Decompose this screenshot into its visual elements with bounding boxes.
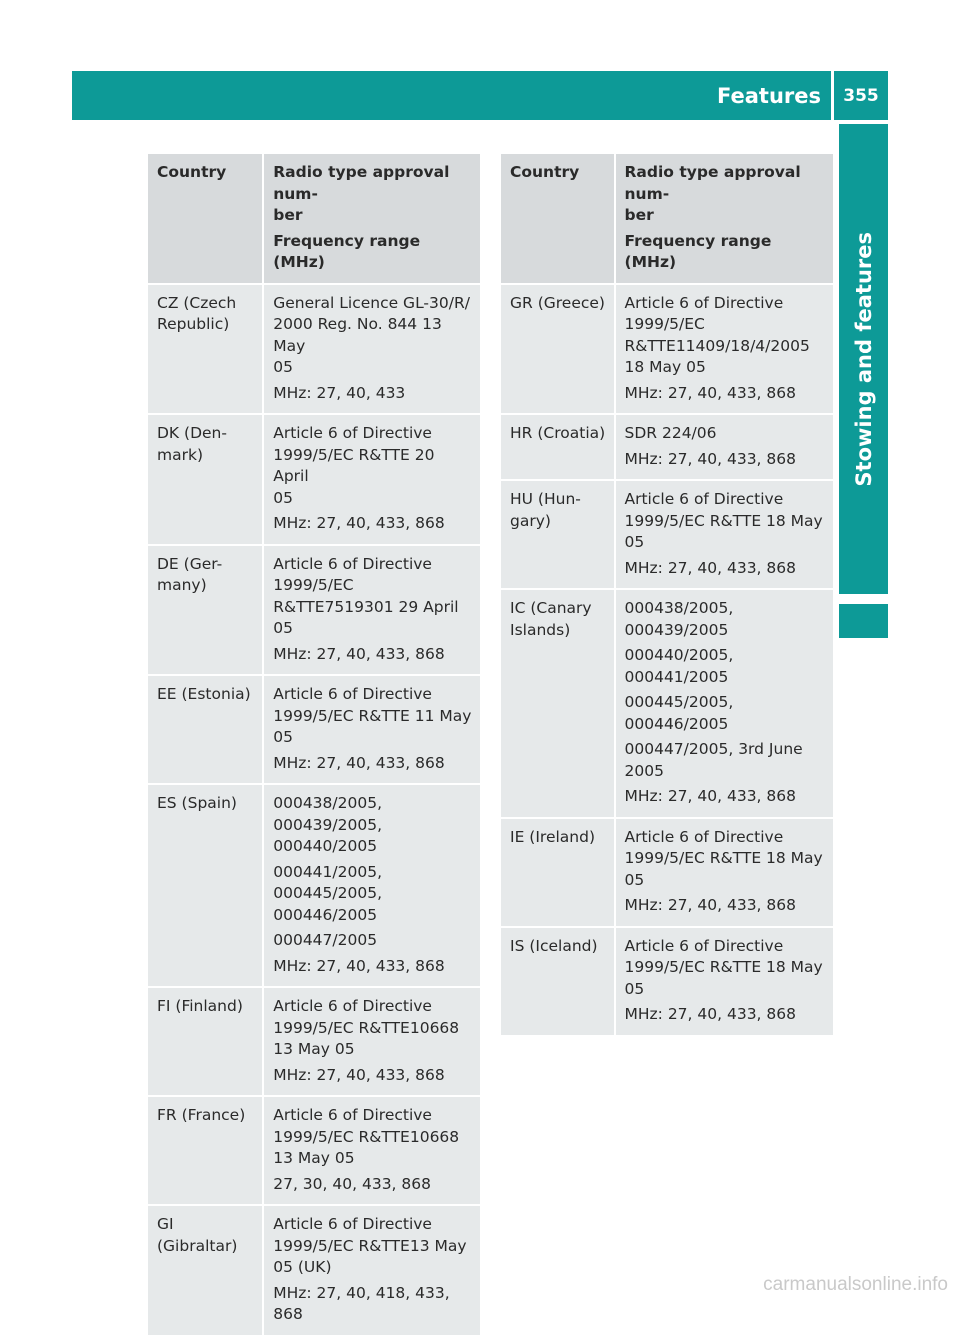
country-header-label: Country <box>157 163 227 181</box>
country-cell <box>501 819 616 928</box>
approval-number-line: 000446/2005 <box>624 714 729 733</box>
approval-number-line: 000445/2005, <box>273 884 382 902</box>
table-row <box>148 676 480 785</box>
section-title: Features <box>717 83 821 108</box>
table-row <box>501 415 833 481</box>
table-row <box>148 1097 480 1206</box>
frequency-value: MHz: 27, 40, 433 <box>273 383 406 402</box>
frequency-value: MHz: 27, 40, 433, 868 <box>273 753 445 772</box>
approval-table-right <box>501 154 833 1037</box>
approval-cell <box>264 415 480 546</box>
approval-number-line: 1999/5/EC R&TTE 18 May <box>624 958 823 976</box>
approval-cell <box>616 819 834 928</box>
table-row <box>501 819 833 928</box>
country-name-line: GR (Greece) <box>510 293 605 312</box>
country-cell <box>148 1206 264 1337</box>
approval-number-line: SDR 224/06 <box>624 424 717 442</box>
approval-number-line: 1999/5/EC R&TTE 11 May <box>273 706 472 725</box>
chapter-marker <box>839 604 888 638</box>
approval-header <box>264 154 480 285</box>
country-cell <box>501 481 616 590</box>
frequency-value: MHz: 27, 40, 433, 868 <box>273 514 445 532</box>
approval-cell <box>264 546 480 677</box>
table-row <box>501 481 833 590</box>
frequency-value: MHz: 27, 40, 433, 868 <box>273 1065 445 1084</box>
approval-table-left <box>148 154 480 1337</box>
table-header-row <box>148 154 480 285</box>
table-row <box>148 546 480 677</box>
approval-number-line: 000447/2005, 3rd June <box>624 740 803 758</box>
approval-number-line: 000439/2005, <box>273 815 382 834</box>
approval-number-line: 05 <box>624 870 645 889</box>
approval-number-line: 05 (UK) <box>273 1258 332 1276</box>
approval-header-line: ber <box>273 206 303 224</box>
approval-number-line: 1999/5/EC R&TTE10668 <box>273 1018 460 1037</box>
frequency-value: MHz: 27, 40, 433, 868 <box>624 1005 796 1023</box>
country-name-line: IS (Iceland) <box>510 936 598 955</box>
country-name-line: Islands) <box>510 620 571 639</box>
country-header <box>501 154 616 285</box>
country-cell <box>148 988 264 1097</box>
approval-number-line: 000439/2005 <box>624 620 729 639</box>
approval-number-line: 1999/5/EC <box>624 315 705 333</box>
table-row <box>501 590 833 819</box>
approval-number-line: Article 6 of Directive <box>273 685 432 703</box>
table-body-left <box>148 285 480 1337</box>
approval-number-line: 1999/5/EC R&TTE10668 <box>273 1127 460 1146</box>
approval-cell <box>616 415 834 481</box>
country-name-line: gary) <box>510 511 551 530</box>
country-cell <box>501 415 616 481</box>
country-cell <box>501 285 616 416</box>
country-name-line: Republic) <box>157 315 230 333</box>
approval-number-line: 05 <box>273 488 293 507</box>
approval-number-line: 000441/2005, <box>273 862 382 881</box>
country-name-line: IE (Ireland) <box>510 827 595 846</box>
frequency-value: MHz: 27, 40, 433, 868 <box>624 896 796 914</box>
approval-number-line: 000446/2005 <box>273 905 378 924</box>
approval-number-line: Article 6 of Directive <box>273 997 432 1015</box>
country-header <box>148 154 264 285</box>
frequency-header: Frequency range (MHz) <box>273 231 421 271</box>
country-name-line: ES (Spain) <box>157 794 237 812</box>
country-cell <box>148 285 264 416</box>
country-cell <box>148 1097 264 1206</box>
frequency-value: 27, 30, 40, 433, 868 <box>273 1174 431 1193</box>
frequency-value: MHz: 27, 40, 433, 868 <box>624 558 796 577</box>
frequency-value: MHz: 27, 40, 418, 433, 868 <box>273 1283 450 1323</box>
page-number: 355 <box>843 85 879 106</box>
approval-cell <box>616 590 834 819</box>
approval-number-line: R&TTE7519301 29 April 05 <box>273 597 459 637</box>
table-row <box>148 988 480 1097</box>
country-cell <box>148 415 264 546</box>
country-name-line: DK (Den- <box>157 424 227 442</box>
table-row <box>148 285 480 416</box>
approval-number-line: Article 6 of Directive <box>624 490 784 508</box>
approval-cell <box>264 285 480 416</box>
approval-number-line: 000438/2005, <box>624 599 734 617</box>
country-name-line: CZ (Czech <box>157 293 237 312</box>
watermark: carmanualsonline.info <box>763 1274 948 1295</box>
approval-number-line: 05 <box>624 533 645 551</box>
page-header <box>72 71 888 120</box>
approval-number-line: 000447/2005 <box>273 931 378 949</box>
frequency-header: Frequency range (MHz) <box>624 231 772 271</box>
chapter-tab-label-wrap <box>839 124 888 594</box>
frequency-value: MHz: 27, 40, 433, 868 <box>273 644 445 663</box>
approval-cell <box>264 988 480 1097</box>
approval-number-line: Article 6 of Directive <box>273 1106 432 1124</box>
country-cell <box>148 546 264 677</box>
approval-cell <box>264 1097 480 1206</box>
approval-number-line: 18 May 05 <box>624 358 706 376</box>
country-cell <box>148 785 264 988</box>
country-name-line: HR (Croatia) <box>510 424 606 442</box>
table-row <box>501 285 833 416</box>
approval-number-line: 1999/5/EC R&TTE 18 May <box>624 511 823 530</box>
table-header-row <box>501 154 833 285</box>
country-name-line: FR (France) <box>157 1106 246 1124</box>
country-cell <box>148 676 264 785</box>
approval-number-line: Article 6 of Directive <box>273 424 432 442</box>
approval-number-line: 2005 <box>624 761 664 780</box>
country-name-line: DE (Ger- <box>157 554 223 573</box>
country-name-line: FI (Finland) <box>157 997 243 1015</box>
approval-cell <box>616 928 834 1037</box>
country-name-line: GI (Gibraltar) <box>157 1215 238 1255</box>
approval-cell <box>616 481 834 590</box>
approval-header-line: Radio type approval num- <box>624 163 801 203</box>
country-header-label: Country <box>510 163 580 181</box>
approval-cell <box>264 676 480 785</box>
approval-number-line: 000445/2005, <box>624 693 734 711</box>
country-name-line: mark) <box>157 445 203 464</box>
approval-number-line: Article 6 of Directive <box>624 293 784 312</box>
chapter-tab-label: Stowing and features <box>851 231 876 487</box>
table-row <box>148 415 480 546</box>
frequency-value: MHz: 27, 40, 433, 868 <box>624 383 796 402</box>
country-name-line: IC (Canary <box>510 599 592 617</box>
approval-number-line: 000440/2005 <box>273 837 378 855</box>
frequency-value: MHz: 27, 40, 433, 868 <box>624 449 796 468</box>
country-cell <box>501 928 616 1037</box>
table-row <box>148 1206 480 1337</box>
table-row <box>148 785 480 988</box>
approval-number-line: 000440/2005, <box>624 646 734 664</box>
approval-number-line: 13 May 05 <box>273 1040 355 1058</box>
table-row <box>501 928 833 1037</box>
frequency-value: MHz: 27, 40, 433, 868 <box>273 956 445 975</box>
approval-number-line: R&TTE11409/18/4/2005 <box>624 336 810 355</box>
country-name-line: HU (Hun- <box>510 490 581 508</box>
approval-number-line: 1999/5/EC R&TTE 18 May <box>624 849 823 867</box>
approval-number-line: 05 <box>273 728 293 746</box>
approval-header <box>616 154 834 285</box>
approval-number-line: General Licence GL-30/R/ <box>273 293 470 312</box>
approval-number-line: Article 6 of Directive <box>273 554 432 573</box>
approval-number-line: Article 6 of Directive <box>273 1215 432 1233</box>
approval-number-line: 000438/2005, <box>273 794 382 812</box>
approval-number-line: 1999/5/EC R&TTE13 May <box>273 1236 467 1255</box>
frequency-value: MHz: 27, 40, 433, 868 <box>624 787 796 805</box>
approval-header-line: Radio type approval num- <box>273 163 450 203</box>
country-name-line: EE (Estonia) <box>157 685 251 703</box>
approval-number-line: 05 <box>273 358 293 376</box>
approval-number-line: Article 6 of Directive <box>624 827 784 846</box>
approval-number-line: 05 <box>624 979 645 998</box>
approval-number-line: 000441/2005 <box>624 667 729 686</box>
approval-header-line: ber <box>624 206 654 224</box>
approval-number-line: 2000 Reg. No. 844 13 May <box>273 315 442 355</box>
approval-number-line: 13 May 05 <box>273 1149 355 1167</box>
approval-cell <box>264 785 480 988</box>
country-name-line: many) <box>157 576 207 594</box>
country-cell <box>501 590 616 819</box>
approval-number-line: 1999/5/EC <box>273 576 354 594</box>
approval-number-line: Article 6 of Directive <box>624 936 784 955</box>
approval-cell <box>616 285 834 416</box>
approval-number-line: 1999/5/EC R&TTE 20 April <box>273 445 435 485</box>
table-body-right <box>501 285 833 1037</box>
approval-cell <box>264 1206 480 1337</box>
